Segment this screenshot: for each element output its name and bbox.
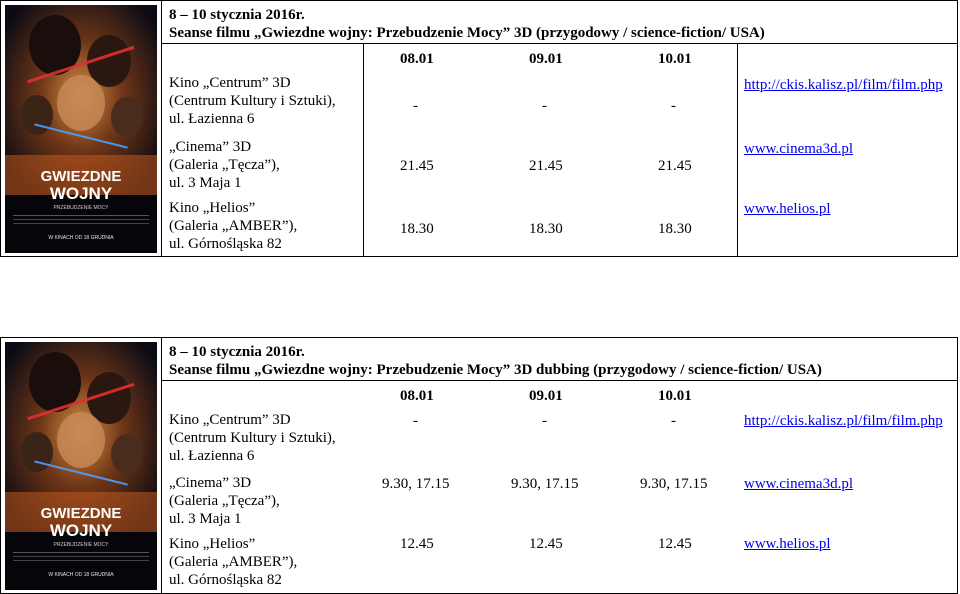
cinema-address: ul. Górnośląska 82: [169, 236, 282, 252]
showtime: 18.30: [529, 221, 563, 237]
cinema-name: Kino „Centrum” 3D: [169, 75, 291, 91]
cinema-venue: (Galeria „AMBER”),: [169, 218, 298, 234]
showtime: 18.30: [658, 221, 692, 237]
date-column-header: 09.01: [529, 388, 563, 404]
poster-title-line1: GWIEZDNE: [40, 505, 122, 522]
table-divider: [161, 380, 957, 381]
showtimes-block-3d-dubbing: [0, 337, 958, 594]
cinema-entry: [169, 411, 336, 465]
showtime: 12.45: [658, 536, 692, 552]
cinema-name: Kino „Helios”: [169, 536, 256, 552]
showtime: -: [542, 413, 547, 429]
block-header: [169, 343, 822, 379]
cinema-website-link[interactable]: www.helios.pl: [744, 536, 831, 552]
cinema-address: ul. Łazienna 6: [169, 448, 255, 464]
poster-tagline: W KINACH OD 18 GRUDNIA: [48, 572, 114, 578]
table-divider: [363, 43, 364, 256]
poster-art: [5, 5, 157, 253]
cinema-entry: [169, 474, 280, 528]
cinema-venue: (Centrum Kultury i Sztuki),: [169, 430, 336, 446]
showtime: 9.30, 17.15: [382, 476, 450, 492]
film-title: Seanse filmu „Gwiezdne wojny: Przebudzenie Mocy” 3D dubbing (przygodowy / science-fiction/ USA): [169, 362, 822, 378]
cinema-website-link[interactable]: http://ckis.kalisz.pl/film/film.php: [744, 77, 943, 93]
cinema-website-link[interactable]: www.helios.pl: [744, 201, 831, 217]
poster-art: [5, 342, 157, 590]
date-range: 8 – 10 stycznia 2016r.: [169, 344, 305, 360]
cinema-entry: [169, 535, 297, 589]
film-title: Seanse filmu „Gwiezdne wojny: Przebudzenie Mocy” 3D (przygodowy / science-fiction/ USA): [169, 25, 765, 41]
cinema-name: Kino „Centrum” 3D: [169, 412, 291, 428]
cinema-website-link[interactable]: www.cinema3d.pl: [744, 476, 853, 492]
showtime: 21.45: [400, 158, 434, 174]
cinema-venue: (Galeria „Tęcza”),: [169, 157, 280, 173]
showtimes-block-3d: [0, 0, 958, 257]
date-range: 8 – 10 stycznia 2016r.: [169, 7, 305, 23]
showtime: 12.45: [400, 536, 434, 552]
showtime: -: [671, 98, 676, 114]
showtime: 12.45: [529, 536, 563, 552]
poster-subtitle: PRZEBUDZENIE MOCY: [53, 542, 109, 548]
showtime: -: [671, 413, 676, 429]
showtime: -: [413, 98, 418, 114]
showtime: -: [542, 98, 547, 114]
showtime: 9.30, 17.15: [640, 476, 708, 492]
table-divider: [161, 1, 162, 256]
table-divider: [161, 338, 162, 593]
cinema-address: ul. Łazienna 6: [169, 111, 255, 127]
cinema-venue: (Galeria „Tęcza”),: [169, 493, 280, 509]
showtime: -: [413, 413, 418, 429]
cinema-name: „Cinema” 3D: [169, 475, 252, 491]
cinema-entry: [169, 74, 336, 128]
cinema-address: ul. Górnośląska 82: [169, 572, 282, 588]
cinema-address: ul. 3 Maja 1: [169, 175, 242, 191]
movie-poster-image: [5, 342, 157, 590]
date-column-header: 08.01: [400, 51, 434, 67]
cinema-address: ul. 3 Maja 1: [169, 511, 242, 527]
table-divider: [161, 43, 957, 44]
date-column-header: 10.01: [658, 388, 692, 404]
showtime: 18.30: [400, 221, 434, 237]
movie-poster-image: [5, 5, 157, 253]
cinema-name: Kino „Helios”: [169, 200, 256, 216]
poster-title-line2: WOJNY: [49, 184, 113, 203]
cinema-entry: [169, 138, 280, 192]
showtime: 21.45: [658, 158, 692, 174]
date-column-header: 09.01: [529, 51, 563, 67]
block-header: [169, 6, 765, 42]
poster-title-line2: WOJNY: [49, 521, 113, 540]
cinema-name: „Cinema” 3D: [169, 139, 252, 155]
poster-tagline: W KINACH OD 18 GRUDNIA: [48, 235, 114, 241]
cinema-venue: (Galeria „AMBER”),: [169, 554, 298, 570]
poster-subtitle: PRZEBUDZENIE MOCY: [53, 205, 109, 211]
cinema-venue: (Centrum Kultury i Sztuki),: [169, 93, 336, 109]
cinema-website-link[interactable]: www.cinema3d.pl: [744, 141, 853, 157]
poster-title-line1: GWIEZDNE: [40, 168, 122, 185]
date-column-header: 10.01: [658, 51, 692, 67]
cinema-website-link[interactable]: http://ckis.kalisz.pl/film/film.php: [744, 413, 943, 429]
showtime: 9.30, 17.15: [511, 476, 579, 492]
date-column-header: 08.01: [400, 388, 434, 404]
showtime: 21.45: [529, 158, 563, 174]
table-divider: [737, 43, 738, 256]
cinema-entry: [169, 199, 297, 253]
